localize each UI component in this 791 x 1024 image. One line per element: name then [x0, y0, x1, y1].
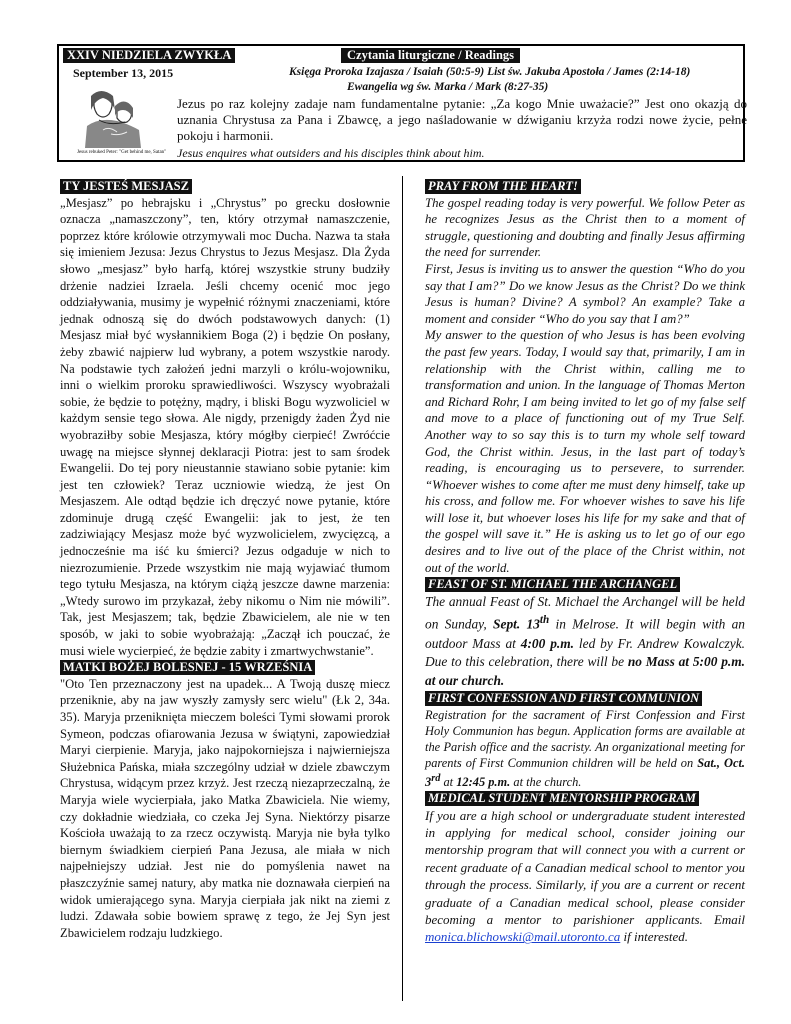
- pray-paragraph-2: First, Jesus is inviting us to answer the question “Who do you say that I am?” Do we know Jesus as the Christ? Do we think Jesus is human? Divine? A symbol? An example? Take a moment and consider “Who do you say that I am?”: [425, 261, 745, 326]
- right-column: [425, 178, 745, 946]
- bulletin-date: September 13, 2015: [73, 66, 174, 80]
- mentorship-text-b: if interested.: [620, 929, 689, 945]
- bulletin-header: [57, 44, 745, 162]
- first-communion-paragraph: [425, 707, 745, 790]
- readings-ref-line1: Księga Proroka Izajasza / Isaiah (50:5-9) List św. Jakuba Apostoła / James (2:14-18): [289, 66, 691, 78]
- header-title-row: [63, 48, 739, 63]
- jesus-peter-illustration: [81, 86, 145, 148]
- first-communion-time: 12:45 p.m.: [456, 775, 511, 789]
- illustration-caption: Jesus rebuked Peter: "Get behind me, Satan": [77, 150, 167, 155]
- mentorship-paragraph: [425, 807, 745, 946]
- pray-paragraph-1: The gospel reading today is very powerful. We follow Peter as he recognizes Jesus as the Christ then to a moment of struggle, questioning and doubting and finally Jesus affirming the need for surrender.: [425, 195, 745, 260]
- st-michael-text-c: led by Fr. Andrew Kowalczyk. Due to this celebration, there will be: [425, 635, 745, 670]
- first-communion-date: Sat., Oct. 3: [425, 755, 746, 789]
- first-communion-text-a: Registration for the sacrament of First Confession and First Holy Communion has begun. Application forms are available at the Parish office and the sacristy. An organizational meeting for parents of First Communion children will be held on: [425, 707, 745, 770]
- st-michael-paragraph: [425, 593, 745, 690]
- first-communion-date-sup: rd: [431, 772, 441, 784]
- st-michael-text-a: The annual Feast of St. Michael the Archangel will be held on Sunday,: [425, 593, 745, 632]
- pray-paragraph-3: My answer to the question of who Jesus is has been evolving the past few years. Today, I would say that, primarily, I am in relationship with the Christ within, calling me to transformation and union. In the language of Thomas Merton and Richard Rohr, I am being invited to let go of my false self and move to a place of functioning out of my True Self. Another way to so say this is to turn my whole self toward God, the Christ within. Jesus, in the last part of today’s reading, is encouraging us to persevere, to surrender. “Whoever wishes to come after me must deny himself, take up his cross, and follow me. For whoever wishes to save his life will lose it, but whoever loses his life for my sake and that of the gospel will save it.” He is asking us to let go of our ego desires and to live out of the place of the Christ within, not out of the world.: [425, 328, 745, 575]
- readings-label: Czytania liturgiczne / Readings: [341, 48, 520, 63]
- section-title-mentorship: MEDICAL STUDENT MENTORSHIP PROGRAM: [425, 791, 699, 806]
- column-divider: [402, 176, 403, 1001]
- section-title-st-michael: FEAST OF ST. MICHAEL THE ARCHANGEL: [425, 577, 680, 592]
- st-michael-date-sup: th: [539, 614, 550, 627]
- section-title-pray: PRAY FROM THE HEART!: [425, 179, 581, 194]
- st-michael-date: Sept. 13: [493, 616, 540, 632]
- intro-english: Jesus enquires what outsiders and his disciples think about him.: [177, 146, 485, 160]
- st-michael-text-b: in Melrose. It will begin with an outdoor Mass at: [425, 616, 745, 651]
- first-communion-text-c: at the church.: [510, 775, 582, 789]
- section-text-mesjasz: „Mesjasz” po hebrajsku i „Chrystus” po grecku dosłownie oznacza „namaszczony”, ten, który otrzymał namaszczenie, poprzez które królowie otrzymywali moc Ducha. Nazwa ta stała się imieniem Jezusa: Jezus Chrystus to Jezus Mesjasz. Dla Żyda słowo „mesjasz” było harfą, której wszystkie struny budziły drżenie nadziei Izraela. Jeśli chcemy ocenić moc jego oddziaływania, musimy je wypełnić różnymi znaczeniami, które jednak odnoszą się do dwóch podstawowych danych: (1) Mesjasz miał być wysłannikiem Boga (2) i będzie On posłany, żeby zbawić najpierw lud wybrany, a potem wszystkie narody. Na podstawie tych założeń jedni marzyli o królu-wojowniku, inni o wielkim proroku sprawiedliwości. Wszyscy wyobrażali sobie, że będzie to potężny, mądry, i bliski Bogu wyzwoliciel w każdym sensie tego słowa. Ale nigdy, przenigdy żaden Żyd nie wyobraziłby sobie Mesjasza, który mógłby cierpieć! Zwróćcie uwagę na miejsce słynnej deklaracji Piotra: jest to sam środek Ewangelii. Do tej pory nieustannie stawiano sobie pytanie: kim jest ten człowiek? Teraz uczniowie wiedzą, że jest On Mesjaszem. Ale odtąd będzie ich dręczyć nowe pytanie, które zdominuje drugą część Ewangelii: jak to jest, że ten zadziwiający Mesjasz może być wyzwolicielem, zwycięzcą, a jednocześnie ma iść ku śmierci? Jezus odgaduje w nich to niezrozumienie. Przede wszystkim nie mają wyjawiać tłumom tego tytułu Mesjasza, na którym ciążą jeszcze dawne marzenia: „Wtedy surowo im przykazał, żeby nikomu o Nim nie mówili”. Tak, jest Mesjaszem; tak, będzie Zbawicielem, ale nie w ten sposób, w jaki to sobie wyobrażają: „Zaczął ich pouczać, że musi wiele wycierpieć, że będzie zabity i zmartwychwstanie”.: [60, 195, 390, 658]
- left-column: [60, 178, 390, 941]
- readings-ref-line2: Ewangelia wg św. Marka / Mark (8:27-35): [347, 81, 549, 93]
- section-title-mesjasz: TY JESTEŚ MESJASZ: [60, 179, 192, 194]
- intro-polish: Jezus po raz kolejny zadaje nam fundamentalne pytanie: „Za kogo Mnie uważacie?” Jest ono okazją do uznania Chrystusa za Pana i Zbawcę, a jego naśladowanie w dźwiganiu krzyża rodzi nowe życie, pełne pokoju i harmonii.: [177, 96, 747, 143]
- sunday-title: XXIV NIEDZIELA ZWYKŁA: [63, 48, 235, 63]
- st-michael-no-mass: no Mass at 5:00 p.m. at our church.: [425, 654, 745, 688]
- mentorship-email-link[interactable]: monica.blichowski@mail.utoronto.ca: [425, 929, 621, 945]
- section-title-matki-bozej: MATKI BOŻEJ BOLESNEJ - 15 WRZEŚNIA: [60, 660, 315, 675]
- mentorship-text-a: If you are a high school or undergraduate student interested in applying for medical school, consider joining our mentorship program that will connect you with a current or recent graduate of a Canadian medical school to mentor you through the process. Similarly, if you are a current or recent graduate of a Canadian medical school, please consider becoming a mentor to parishioner applicants. Email: [425, 807, 745, 928]
- first-communion-text-b: at: [440, 775, 457, 789]
- section-text-matki-bozej: "Oto Ten przeznaczony jest na upadek... A Twoją duszę miecz przeniknie, aby na jaw wyszły zamysły serc wielu" (Łk 2, 34a. 35). Maryja przeniknięta mieczem boleści Tymi słowami prorok Symeon, podczas ofiarowania Jezusa w świątyni, zapowiedział Maryi cierpienie. Maryja, jako najpokorniejsza i najwierniejsza Służebnica Pańska, miała szczególny udział w dziele zbawczym Chrystusa, widącym przez krzyż. Jest rzeczą niezaprzeczalną, że Maryja wiele wycierpiała, jako Matka Zbawiciela. Nie wiemy, czy dokładnie wiedziała, co czeka Jej Syna. Niektórzy pisarze Kościoła uważają to za rzecz oczywistą. Maryja nie była tylko biernym świadkiem cierpień Pana Jezusa, ale miała w nich najpełniejszy udział. Jest nie do pomyślenia nawet na płaszczyźnie samej natury, aby matka nie doznawała cierpień na widok umierającego syna. Maryja cierpiała jak nikt na ziemi z ludzi. Zdawała sobie bowiem sprawę z tego, że Jej Syn jest Zbawicielem rodzaju ludzkiego.: [60, 676, 390, 940]
- st-michael-time: 4:00 p.m.: [520, 635, 575, 651]
- section-title-first-communion: FIRST CONFESSION AND FIRST COMMUNION: [425, 691, 702, 706]
